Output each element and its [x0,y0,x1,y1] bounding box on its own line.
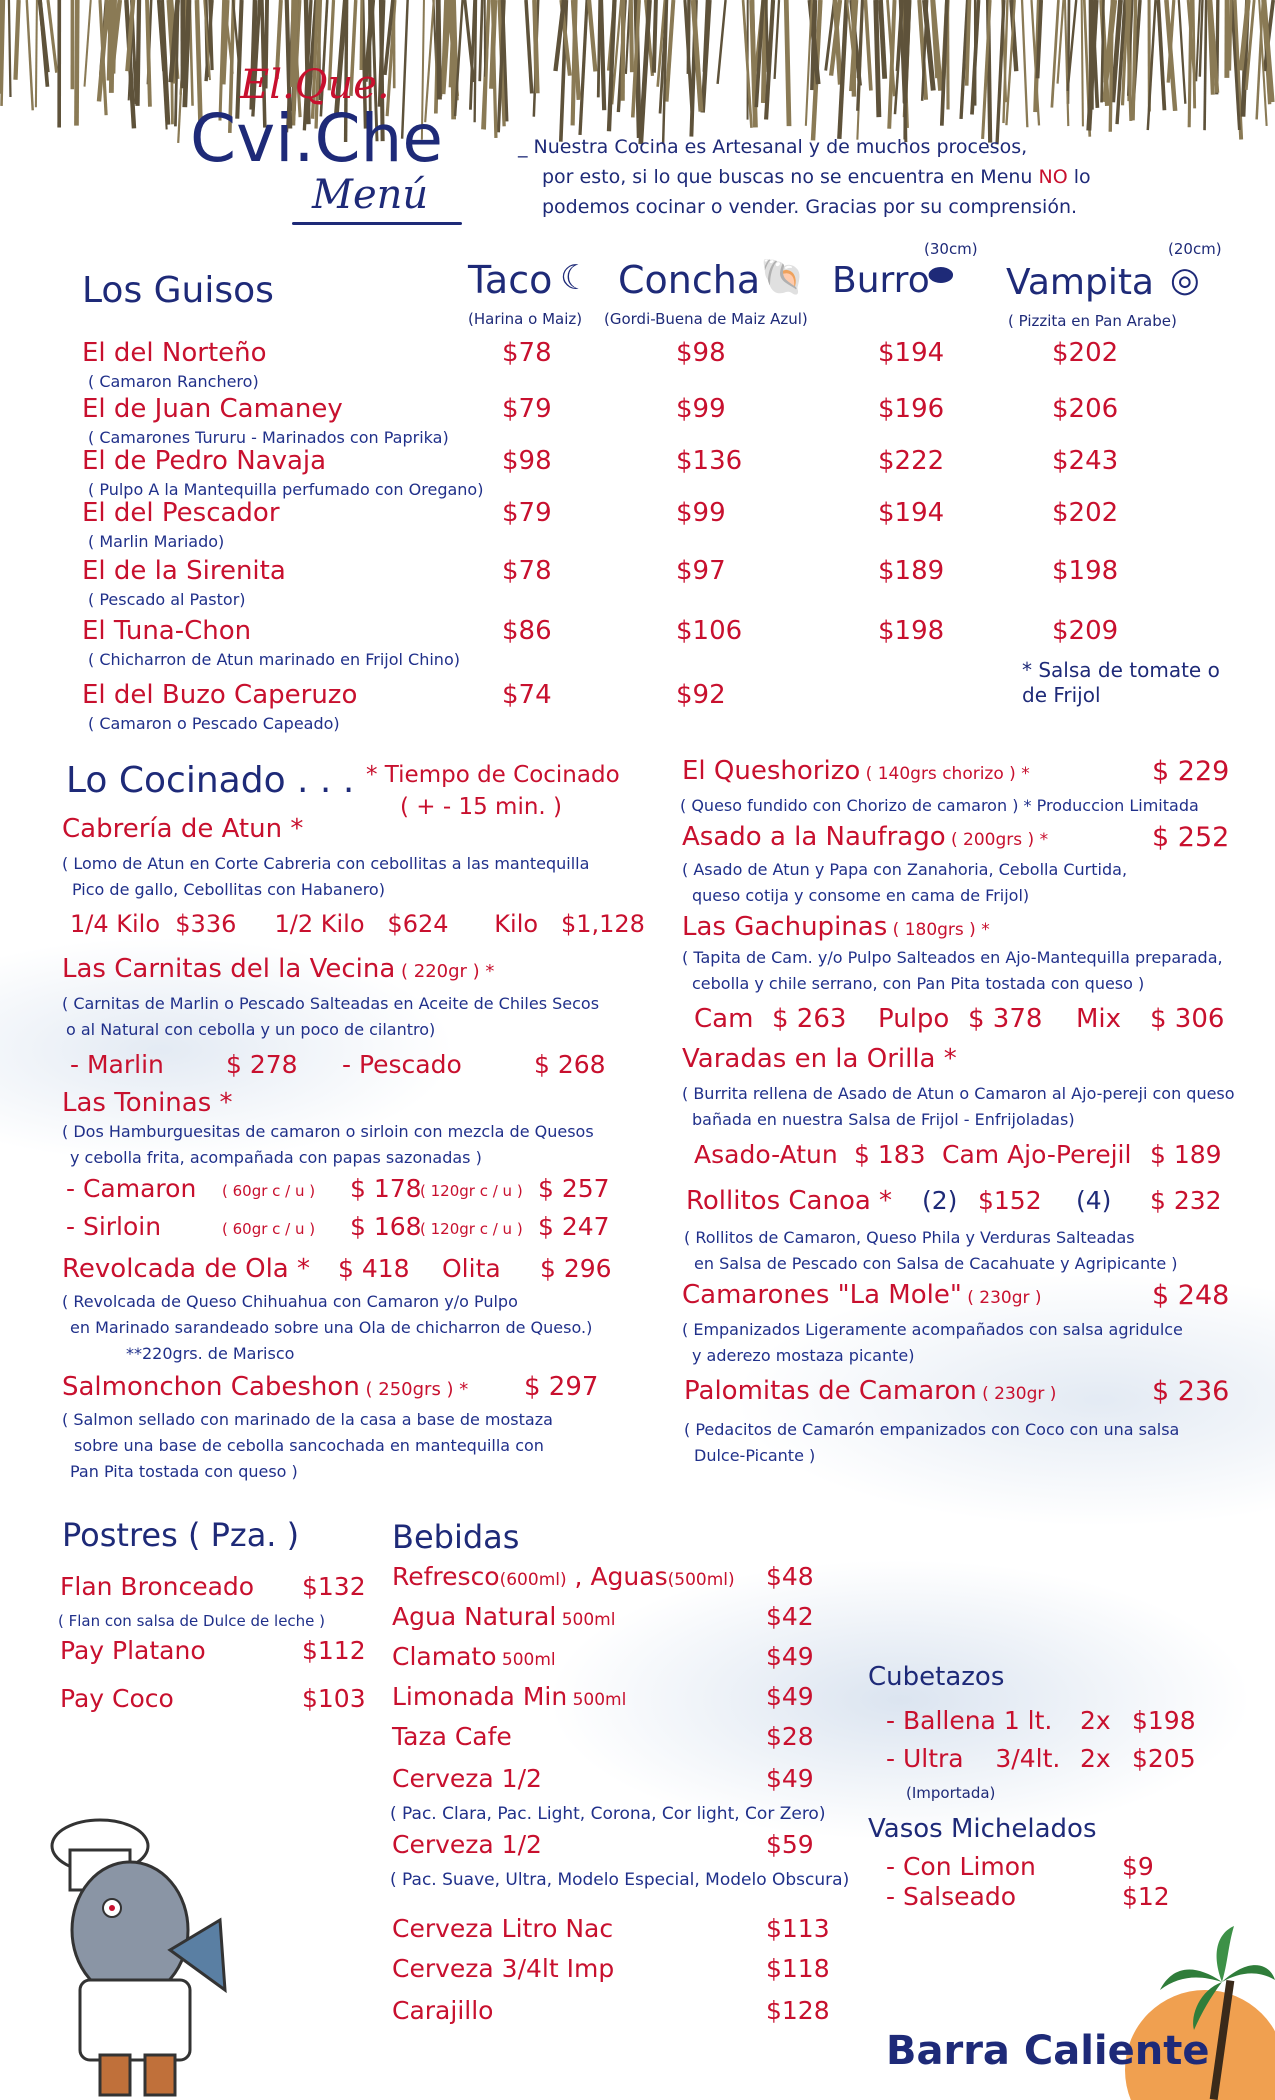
gachupinas-price-1: $ 263 [772,1004,847,1034]
rollitos-price-1: $152 [978,1186,1042,1215]
cabreria-options [70,910,645,938]
revolcada-price: $ 418 [338,1254,410,1283]
vaso-price: $12 [1122,1882,1170,1911]
bebida-size: (600ml) [499,1570,567,1590]
guiso-price-taco: $86 [502,616,552,646]
bebida-size: 500ml [496,1650,556,1670]
bebida-label [392,1642,556,1671]
camarones-mole-weight: ( 230gr ) [961,1288,1042,1308]
postre-price: $112 [302,1636,366,1665]
asado-price: $ 252 [1152,822,1230,853]
col-vampita-sub: ( Pizzita en Pan Arabe) [1008,312,1177,330]
gachupinas-opt-1: Cam [694,1004,754,1034]
carnitas-price-2: $ 268 [534,1050,606,1079]
pizza-icon: ◎ [1170,260,1200,300]
palomitas-desc-1: ( Pedacitos de Camarón empanizados con Coco con una salsa [684,1420,1180,1439]
bebida-name: Refresco [392,1562,500,1591]
gachupinas-price-2: $ 378 [968,1004,1043,1034]
cubetazo-name: - Ballena 1 lt. [886,1706,1053,1735]
carnitas-opt-2: - Pescado [342,1050,462,1079]
guiso-desc: ( Pescado al Pastor) [88,590,246,609]
toninas-desc-1: ( Dos Hamburguesitas de camaron o sirloin con mezcla de Quesos [62,1122,594,1141]
toninas-opt-2-size-b: ( 120gr c / u ) [420,1220,523,1238]
postre-name: Pay Coco [60,1684,174,1713]
cooking-time-note-1: * Tiempo de Cocinado [366,762,620,788]
burrito-icon: ⬬ [928,258,954,293]
cubetazo-qty: 2x [1080,1744,1111,1773]
bebida-name: Cerveza Litro Nac [392,1914,614,1943]
salsa-note-line-2: de Frijol [1022,683,1101,707]
rollitos-name: Rollitos Canoa * [686,1186,893,1216]
guiso-price-concha: $99 [676,498,726,528]
varadas-price-1: $ 183 [854,1140,926,1169]
vaso-price: $9 [1122,1852,1154,1881]
col-concha: Concha [618,258,761,302]
cabreria-price-3: $1,128 [560,910,645,938]
col-burro-size: (30cm) [924,240,978,258]
guiso-price-concha: $97 [676,556,726,586]
asado-title [682,822,1048,852]
guiso-price-burro: $222 [878,446,945,476]
guiso-name: El Tuna-Chon [82,616,252,646]
col-concha-sub: (Gordi-Buena de Maiz Azul) [604,310,808,328]
gachupinas-price-3: $ 306 [1150,1004,1225,1034]
cubetazos-note: (Importada) [906,1784,996,1802]
guiso-price-vampita: $209 [1052,616,1119,646]
kitchen-note-line-1: Nuestra Cocina es Artesanal y de muchos procesos, [533,136,1028,158]
guiso-price-burro: $194 [878,498,945,528]
bebida-price: $59 [766,1830,814,1859]
chef-fish-mascot [20,1800,240,2100]
camarones-mole-title [682,1280,1042,1310]
salsa-note [1022,658,1220,708]
camarones-mole-price: $ 248 [1152,1280,1230,1311]
guiso-price-taco: $78 [502,338,552,368]
bebida-label [392,1722,512,1751]
salmonchon-desc-3: Pan Pita tostada con queso ) [70,1462,298,1481]
cabreria-price-1: $336 [175,910,237,938]
bebida-name: Cerveza 1/2 [392,1764,542,1793]
guiso-desc: ( Marlin Mariado) [88,532,225,551]
logo-line-3: Menú [312,172,429,218]
guiso-name: El del Pescador [82,498,280,528]
bebida-price: $128 [766,1996,830,2025]
salsa-note-line-1: * Salsa de tomate o [1022,658,1220,682]
postres-title: Postres ( Pza. ) [62,1516,300,1554]
queshorizo-price: $ 229 [1152,756,1230,787]
postre-price: $132 [302,1572,366,1601]
salmonchon-price: $ 297 [524,1372,599,1402]
toninas-opt-2-price-b: $ 247 [538,1212,610,1241]
logo-underline [292,222,462,225]
cabreria-name: Cabrería de Atun * [62,814,304,844]
guiso-price-burro: $196 [878,394,945,424]
bebida-label [392,1682,626,1711]
toninas-opt-1-size-a: ( 60gr c / u ) [222,1182,316,1200]
carnitas-title [62,954,494,984]
guiso-desc: ( Pulpo A la Mantequilla perfumado con Oregano) [88,480,484,499]
postre-price: $103 [302,1684,366,1713]
gachupinas-desc-2: cebolla y chile serrano, con Pan Pita tostada con queso ) [692,974,1145,993]
varadas-name: Varadas en la Orilla * [682,1044,957,1074]
toninas-opt-2-price-a: $ 168 [350,1212,422,1241]
asado-weight: ( 200grs ) * [945,830,1049,850]
camarones-mole-desc-2: y aderezo mostaza picante) [692,1346,915,1365]
guiso-price-taco: $79 [502,394,552,424]
varadas-opt-1: Asado-Atun [694,1140,838,1169]
vaso-name: - Con Limon [886,1852,1036,1881]
gachupinas-opt-2: Pulpo [878,1004,950,1034]
guiso-price-taco: $78 [502,556,552,586]
salmonchon-weight: ( 250grs ) * [359,1379,469,1400]
logo-line-2: Cvi.Che [190,100,443,177]
cabreria-opt-1: 1/4 Kilo [70,910,161,938]
cabreria-price-2: $624 [387,910,449,938]
bebida-desc: ( Pac. Suave, Ultra, Modelo Especial, Modelo Obscura) [390,1870,850,1890]
bebida-price: $28 [766,1722,814,1751]
cubetazo-name: - Ultra 3/4lt. [886,1744,1061,1773]
palomitas-weight: ( 230gr ) [976,1384,1057,1404]
varadas-desc-1: ( Burrita rellena de Asado de Atun o Camaron al Ajo-pereji con queso [682,1084,1235,1103]
olita-name: Olita [442,1254,501,1283]
carnitas-weight: ( 220gr ) * [395,961,495,982]
guiso-price-vampita: $202 [1052,498,1119,528]
cocinado-title: Lo Cocinado . . . [66,760,355,801]
queshorizo-name: El Queshorizo [682,756,861,786]
postre-name: Pay Platano [60,1636,206,1665]
gachupinas-opt-3: Mix [1076,1004,1122,1034]
asado-name: Asado a la Naufrago [682,822,946,852]
guiso-price-taco: $98 [502,446,552,476]
rollitos-qty-1: (2) [922,1186,958,1215]
carnitas-name: Las Carnitas del la Vecina [62,954,396,984]
guiso-desc: ( Camaron Ranchero) [88,372,259,391]
guiso-desc: ( Chicharron de Atun marinado en Frijol Chino) [88,650,460,669]
guiso-price-concha: $99 [676,394,726,424]
bebida-name: Clamato [392,1642,497,1671]
toninas-opt-1-size-b: ( 120gr c / u ) [420,1182,523,1200]
bebidas-title: Bebidas [392,1518,520,1556]
kitchen-note: _ Nuestra Cocina es Artesanal y de muchos procesos, por esto, si lo que buscas no se encuentra en Menu NO lo podemos cocinar o vender. Gracias por su comprensión. [518,132,1091,222]
vasos-title: Vasos Michelados [868,1814,1097,1844]
salmonchon-desc-2: sobre una base de cebolla sancochada en mantequilla con [74,1436,544,1455]
palomitas-title [684,1376,1056,1406]
guiso-name: El de la Sirenita [82,556,286,586]
kitchen-note-no: NO [1038,166,1068,188]
footer-brand: Barra Caliente [886,2028,1210,2074]
bebida-price: $118 [766,1954,830,1983]
kitchen-note-line-2a: por esto, si lo que buscas no se encuentra en Menu [542,166,1039,188]
guiso-name: El de Pedro Navaja [82,446,327,476]
guiso-desc: ( Camaron o Pescado Capeado) [88,714,340,733]
revolcada-desc-1: ( Revolcada de Queso Chihuahua con Camaron y/o Pulpo [62,1292,518,1311]
queshorizo-desc: ( Queso fundido con Chorizo de camaron ) * Produccion Limitada [680,796,1199,815]
asado-desc-1: ( Asado de Atun y Papa con Zanahoria, Cebolla Curtida, [682,860,1128,879]
toninas-name: Las Toninas * [62,1088,233,1118]
gachupinas-name: Las Gachupinas [682,912,888,942]
cubetazo-price: $198 [1132,1706,1196,1735]
bebida-price: $49 [766,1764,814,1793]
rollitos-price-2: $ 232 [1150,1186,1222,1215]
shell-icon: 🐚 [760,257,805,298]
queshorizo-title [682,756,1030,786]
guiso-price-vampita: $198 [1052,556,1119,586]
palomitas-price: $ 236 [1152,1376,1230,1407]
salmonchon-title [62,1372,468,1402]
revolcada-desc-2: en Marinado sarandeado sobre una Ola de chicharron de Queso.) [70,1318,593,1337]
bebida-label [392,1602,615,1631]
toninas-opt-1: - Camaron [66,1174,197,1203]
kitchen-note-line-2c: lo [1067,166,1091,188]
cooking-time-note-2: ( + - 15 min. ) [400,794,563,820]
taco-icon: ☾ [560,258,591,298]
palomitas-desc-2: Dulce-Picante ) [694,1446,816,1465]
bebida-label [392,1764,542,1793]
toninas-desc-2: y cebolla frita, acompañada con papas sazonadas ) [70,1148,482,1167]
kitchen-note-line-3: podemos cocinar o vender. Gracias por su comprensión. [542,196,1078,218]
camarones-mole-desc-1: ( Empanizados Ligeramente acompañados con salsa agridulce [682,1320,1183,1339]
bebida-price: $49 [766,1642,814,1671]
postre-name: Flan Bronceado [60,1572,255,1601]
gachupinas-title [682,912,990,942]
bebida-price: $49 [766,1682,814,1711]
bebida-price: $113 [766,1914,830,1943]
bebida-name: Cerveza 3/4lt Imp [392,1954,615,1983]
bebida-name: Agua Natural [392,1602,557,1631]
guiso-price-burro: $189 [878,556,945,586]
palomitas-name: Palomitas de Camaron [684,1376,977,1406]
varadas-opt-2: Cam Ajo-Perejil [942,1140,1132,1169]
guiso-price-concha: $92 [676,680,726,710]
guiso-price-taco: $74 [502,680,552,710]
guiso-name: El del Buzo Caperuzo [82,680,358,710]
bebida-label [392,1954,614,1983]
toninas-opt-1-price-a: $ 178 [350,1174,422,1203]
cabreria-desc-2: Pico de gallo, Cebollitas con Habanero) [72,880,385,899]
revolcada-desc-3: **220grs. de Marisco [126,1344,295,1363]
bebida-name-2: , Aguas [566,1562,668,1591]
toninas-opt-1-price-b: $ 257 [538,1174,610,1203]
gachupinas-weight: ( 180grs ) * [887,920,990,940]
bebida-label [392,1562,735,1591]
bebida-label [392,1914,613,1943]
cubetazo-qty: 2x [1080,1706,1111,1735]
bebida-desc: ( Pac. Clara, Pac. Light, Corona, Cor light, Cor Zero) [390,1804,826,1824]
guiso-price-vampita: $202 [1052,338,1119,368]
cabreria-desc-1: ( Lomo de Atun en Corte Cabreria con cebollitas a las mantequilla [62,854,590,873]
cabreria-opt-2: 1/2 Kilo [274,910,365,938]
rollitos-desc-1: ( Rollitos de Camaron, Queso Phila y Verduras Salteadas [684,1228,1135,1247]
toninas-opt-2-size-a: ( 60gr c / u ) [222,1220,316,1238]
cubetazos-title: Cubetazos [868,1662,1005,1692]
col-burro: Burro [832,260,930,301]
col-vampita-size: (20cm) [1168,240,1222,258]
logo-line-1: El.Que. [240,62,390,108]
carnitas-price-1: $ 278 [226,1050,298,1079]
postre-desc: ( Flan con salsa de Dulce de leche ) [58,1612,326,1630]
varadas-price-2: $ 189 [1150,1140,1222,1169]
cabreria-opt-3: Kilo [494,910,539,938]
guiso-name: El de Juan Camaney [82,394,343,424]
col-taco-sub: (Harina o Maiz) [468,310,583,328]
bebida-name: Limonada Min [392,1682,568,1711]
bebida-size: 500ml [556,1610,616,1630]
olita-price: $ 296 [540,1254,612,1283]
varadas-desc-2: bañada en nuestra Salsa de Frijol - Enfrijoladas) [692,1110,1075,1129]
bebida-label [392,1996,493,2025]
col-taco: Taco [468,258,553,302]
guiso-price-burro: $198 [878,616,945,646]
carnitas-opt-1: - Marlin [70,1050,164,1079]
salmonchon-name: Salmonchon Cabeshon [62,1372,360,1402]
bebida-size-2: (500ml) [667,1570,735,1590]
carnitas-desc-1: ( Carnitas de Marlin o Pescado Salteadas en Aceite de Chiles Secos [62,994,600,1013]
camarones-mole-name: Camarones "La Mole" [682,1280,962,1310]
guiso-price-concha: $136 [676,446,743,476]
cubetazo-price: $205 [1132,1744,1196,1773]
guiso-desc: ( Camarones Tururu - Marinados con Paprika) [88,428,449,447]
revolcada-name: Revolcada de Ola * [62,1254,310,1284]
bebida-size: 500ml [567,1690,627,1710]
vaso-name: - Salseado [886,1882,1016,1911]
gachupinas-desc-1: ( Tapita de Cam. y/o Pulpo Salteados en Ajo-Mantequilla preparada, [682,948,1223,967]
salmonchon-desc-1: ( Salmon sellado con marinado de la casa a base de mostaza [62,1410,553,1429]
guiso-price-concha: $98 [676,338,726,368]
col-vampita: Vampita [1006,262,1154,303]
guiso-price-taco: $79 [502,498,552,528]
guiso-price-burro: $194 [878,338,945,368]
bebida-name: Carajillo [392,1996,494,2025]
rollitos-qty-2: (4) [1076,1186,1112,1215]
toninas-opt-2: - Sirloin [66,1212,162,1241]
bebida-price: $48 [766,1562,814,1591]
carnitas-desc-2: o al Natural con cebolla y un poco de cilantro) [66,1020,436,1039]
bebida-name: Cerveza 1/2 [392,1830,542,1859]
guiso-name: El del Norteño [82,338,267,368]
bebida-price: $42 [766,1602,814,1631]
guiso-price-concha: $106 [676,616,743,646]
guiso-price-vampita: $206 [1052,394,1119,424]
bebida-name: Taza Cafe [392,1722,512,1751]
asado-desc-2: queso cotija y consome en cama de Frijol) [692,886,1030,905]
queshorizo-weight: ( 140grs chorizo ) * [860,764,1030,784]
bebida-label [392,1830,542,1859]
rollitos-desc-2: en Salsa de Pescado con Salsa de Cacahuate y Agripicante ) [694,1254,1178,1273]
guisos-title: Los Guisos [82,270,274,311]
guiso-price-vampita: $243 [1052,446,1119,476]
